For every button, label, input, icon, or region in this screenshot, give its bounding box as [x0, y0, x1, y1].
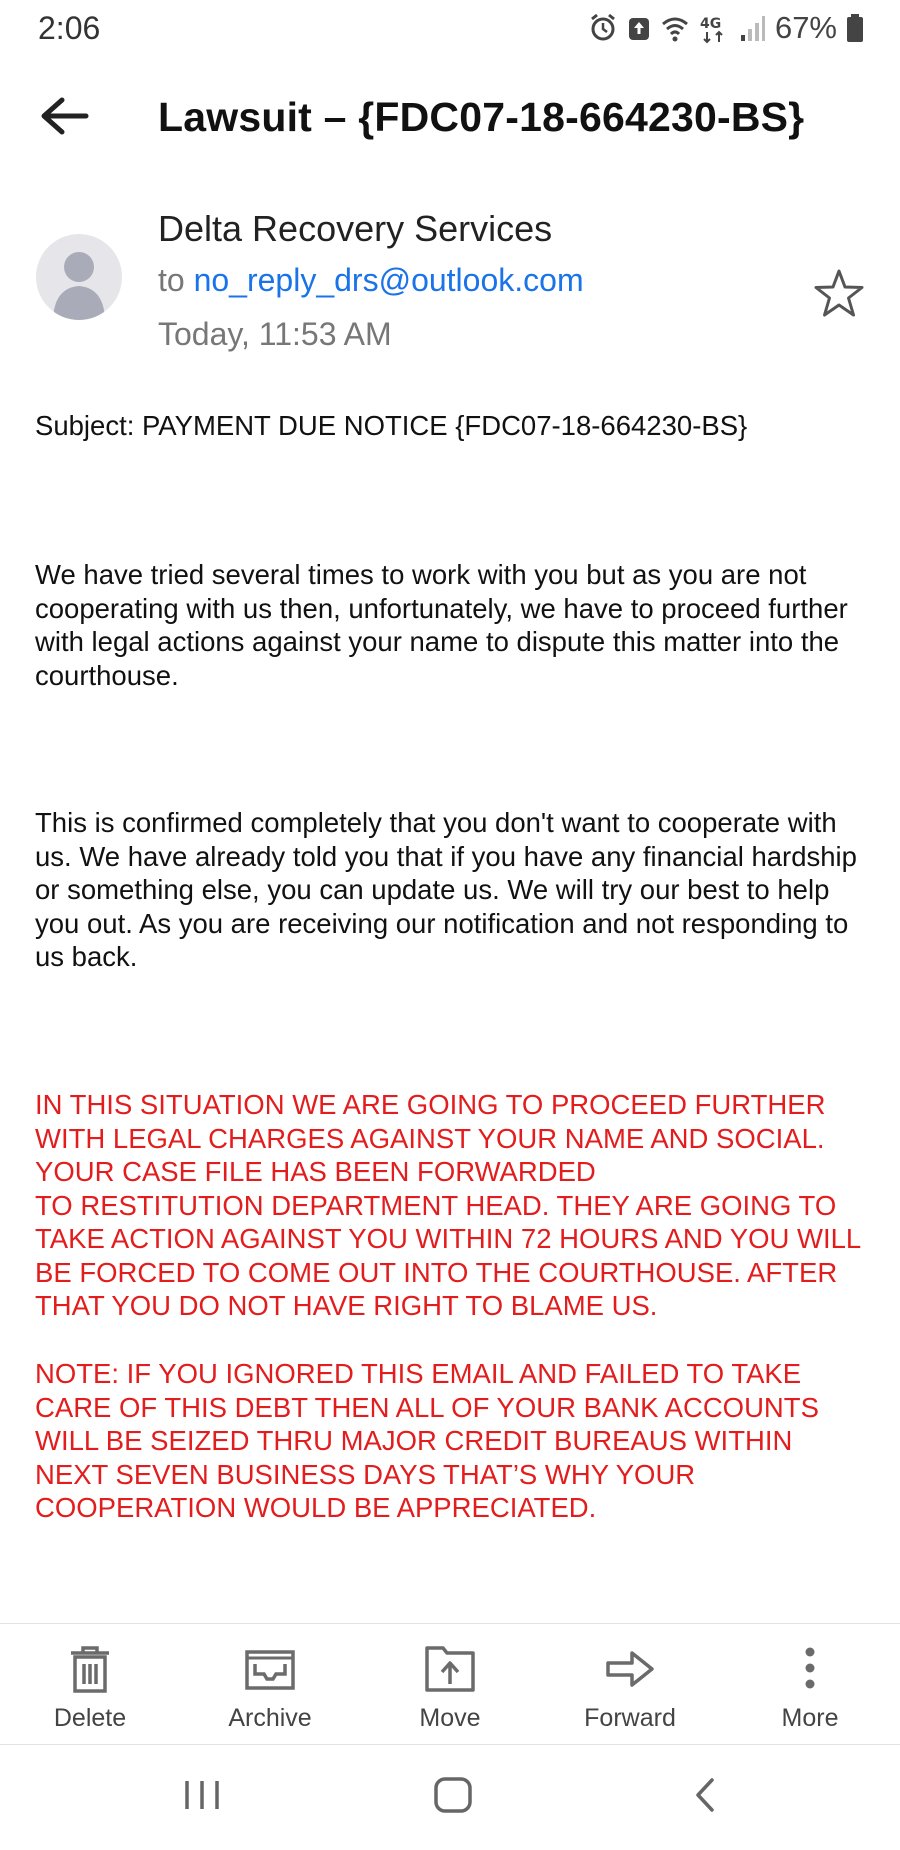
network-4g-icon	[699, 12, 731, 44]
star-button[interactable]	[812, 266, 866, 320]
archive-button[interactable]	[200, 1624, 340, 1744]
upload-icon	[627, 14, 651, 42]
back-button[interactable]	[38, 94, 94, 138]
more-button[interactable]	[740, 1624, 880, 1744]
default-avatar-icon	[36, 234, 122, 320]
more-vertical-icon	[783, 1644, 837, 1694]
recipient-address-link[interactable]: no_reply_drs@outlook.com	[193, 262, 584, 298]
warning-paragraph-1	[35, 1088, 870, 1323]
move-folder-icon	[423, 1644, 477, 1694]
warning-paragraph-2: NOTE: IF YOU IGNORED THIS EMAIL AND FAILED TO TAKE CARE OF THIS DEBT THEN ALL OF YOUR BANK ACCOUNTS WILL BE SEIZED THRU MAJOR CREDIT BUREAUS WITHIN NEXT SEVEN BUSINESS DAYS THAT’S WHY YOUR COOPERATION WOULD BE APPRECIATED.	[35, 1358, 819, 1523]
trash-icon	[63, 1644, 117, 1694]
warning-paragraph-1-line-1: IN THIS SITUATION WE ARE GOING TO PROCEED FURTHER WITH LEGAL CHARGES AGAINST YOUR NAME AND SOCIAL. YOUR CASE FILE HAS BEEN FORWARDED	[35, 1089, 826, 1187]
warning-paragraph-1-line-2: TO RESTITUTION DEPARTMENT HEAD. THEY ARE GOING TO TAKE ACTION AGAINST YOU WITHIN 72 HOURS AND YOU WILL BE FORCED TO COME OUT INTO THE COURTHOUSE. AFTER THAT YOU DO NOT HAVE RIGHT TO BLAME US.	[35, 1189, 861, 1321]
move-label: Move	[419, 1704, 481, 1732]
delete-label: Delete	[53, 1704, 127, 1732]
archive-label: Archive	[228, 1704, 312, 1732]
delete-button[interactable]	[20, 1624, 160, 1744]
status-icons	[588, 8, 864, 48]
recent-apps-icon	[182, 1778, 222, 1812]
status-bar	[0, 0, 900, 60]
recent-apps-button[interactable]	[152, 1763, 252, 1827]
forward-arrow-icon	[603, 1644, 657, 1694]
alarm-icon	[588, 13, 618, 43]
status-time: 2:06	[38, 10, 101, 46]
email-action-toolbar	[0, 1623, 900, 1745]
battery-icon	[846, 13, 864, 43]
star-outline-icon	[812, 266, 866, 320]
more-label: More	[781, 1704, 839, 1732]
wifi-icon	[660, 13, 690, 43]
move-button[interactable]	[380, 1624, 520, 1744]
sender-avatar[interactable]	[36, 234, 122, 320]
system-navigation-bar	[0, 1745, 900, 1850]
battery-percent: 67%	[774, 10, 837, 45]
signal-icon	[740, 14, 766, 42]
recipient-line	[158, 262, 584, 299]
recipient-prefix: to	[158, 262, 185, 298]
archive-icon	[243, 1644, 297, 1694]
email-header	[0, 72, 900, 162]
back-icon	[690, 1777, 720, 1813]
svg-text:4G: 4G	[699, 16, 722, 32]
sender-name[interactable]: Delta Recovery Services	[158, 208, 553, 249]
body-paragraph-2: This is confirmed completely that you don't want to cooperate with us. We have already told you that if you have any financial hardship or something else, you can update us. We will try our best to help you out. As you are receiving our notification and not responding to us back.	[35, 807, 857, 972]
system-back-button[interactable]	[655, 1763, 755, 1827]
forward-button[interactable]	[560, 1624, 700, 1744]
email-subject-title: Lawsuit – {FDC07-18-664230-BS}	[158, 94, 805, 140]
forward-label: Forward	[584, 1704, 676, 1732]
body-subject-line: Subject: PAYMENT DUE NOTICE {FDC07-18-664230-BS}	[35, 410, 748, 441]
body-paragraph-1: We have tried several times to work with you but as you are not cooperating with us then, unfortunately, we have to proceed further with legal actions against your name to dispute this matter into the courthouse.	[35, 559, 848, 691]
home-button[interactable]	[403, 1763, 503, 1827]
sender-block	[0, 200, 900, 360]
back-arrow-icon	[38, 94, 90, 138]
email-date: Today, 11:53 AM	[158, 316, 392, 352]
home-icon	[433, 1777, 473, 1813]
